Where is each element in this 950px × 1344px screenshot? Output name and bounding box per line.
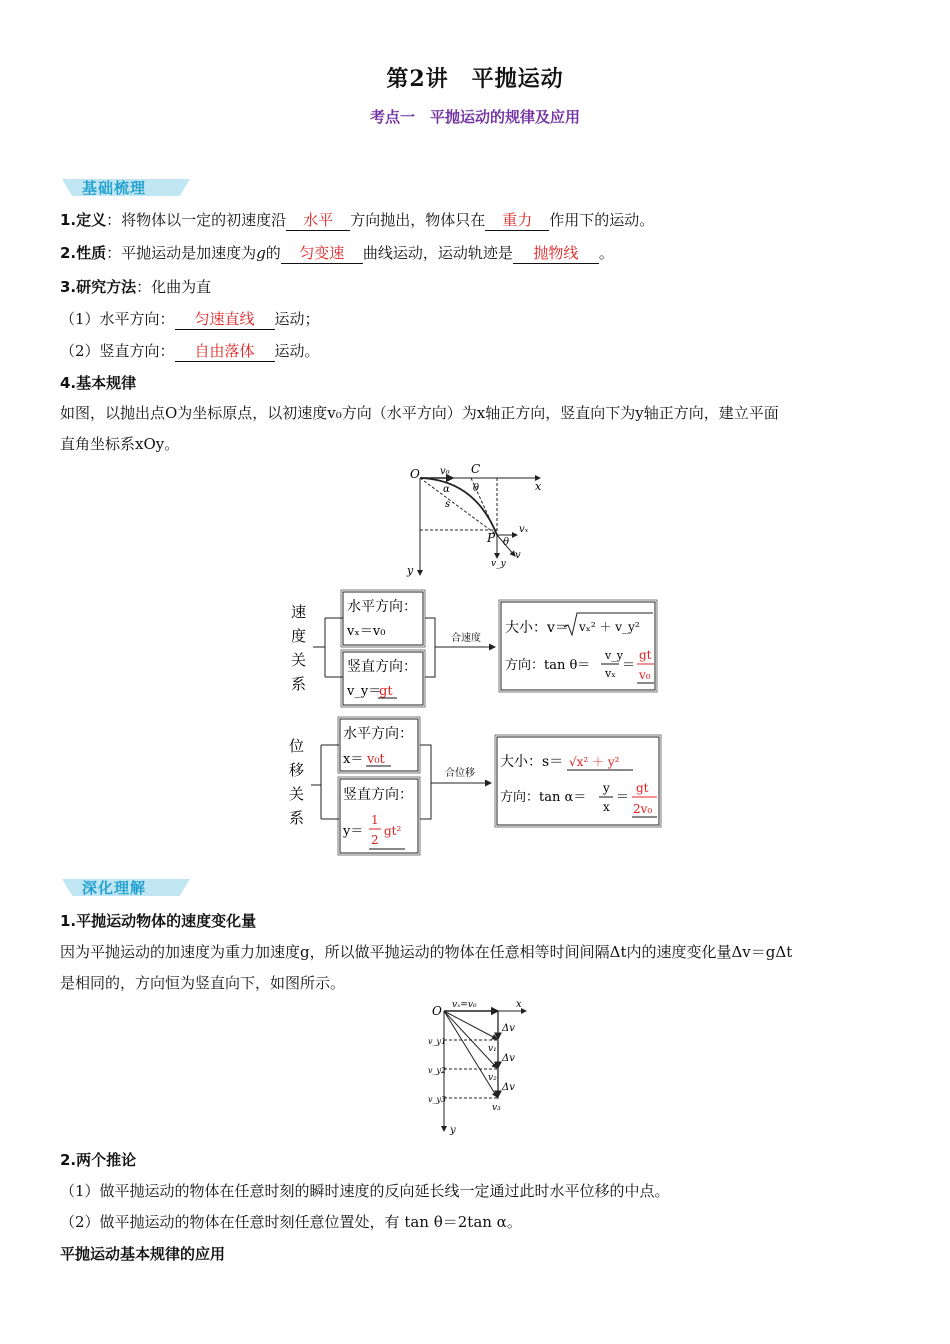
svg-text:y: y [603,781,610,795]
velocity-change-figure [420,997,535,1137]
method-line: 3.研究方法：化曲为直 [60,278,212,296]
basic-rule-heading: 4.基本规律 [60,374,137,392]
blank-gravity: 重力 [485,210,549,231]
svg-text:系: 系 [291,675,307,693]
blank-parabola: 抛物线 [513,243,599,264]
svg-text:关: 关 [289,785,305,803]
section-tag-basics-label: 基础梳理 [82,178,147,197]
vertical-method-line: （2）竖直方向： 自由落体 运动。 [60,342,320,360]
svg-text:竖直方向：: 竖直方向： [347,659,417,675]
fig2-v3: v₃ [492,1103,501,1113]
fig1-s: s [445,499,451,510]
blank-horizontal: 水平 [286,210,350,231]
fig2-vy3: v_y3 [428,1095,447,1104]
fig1-vy: v_y [491,559,506,569]
blank-uniform-linear: 匀速直线 [175,309,275,330]
section-tag-basics [62,176,192,198]
fig1-vx: vₓ [519,524,529,535]
svg-text:度: 度 [291,627,307,645]
fig2-dv2: Δv [502,1053,515,1064]
section-tag-deepen-label: 深化理解 [82,878,147,897]
displacement-relation-diagram [285,713,665,861]
svg-text:v₀t: v₀t [367,752,385,767]
svg-text:系: 系 [289,809,305,827]
svg-text:vₓ: vₓ [605,667,616,680]
page-title: 第2讲 平抛运动 [386,66,564,92]
svg-text:移: 移 [289,761,305,779]
blank-free-fall: 自由落体 [175,341,275,362]
fig1-P: P [487,531,496,545]
fig2-vy2: v_y2 [428,1066,447,1075]
svg-text:＝: ＝ [616,790,630,805]
svg-text:y＝: y＝ [343,824,364,839]
svg-text:2v₀: 2v₀ [633,802,653,816]
svg-text:x: x [603,800,610,814]
fig1-x: x [535,480,542,493]
fig1-alpha: α [443,484,450,495]
svg-text:gt: gt [636,781,649,795]
svg-text:2: 2 [371,833,379,847]
fig1-v: v [515,550,521,561]
svg-text:√x² ＋ y²: √x² ＋ y² [569,755,620,769]
fig1-C: C [471,462,481,476]
fig1-O: O [410,467,420,481]
svg-text:＝: ＝ [622,658,636,673]
svg-text:合位移: 合位移 [445,768,475,779]
velocity-change-heading: 1.平抛运动物体的速度变化量 [60,912,257,930]
section-tag-deepen [62,876,192,898]
fig1-v0: v₀ [440,466,450,477]
horizontal-method-line: （1）水平方向： 匀速直线 运动； [60,310,320,328]
svg-text:速: 速 [291,603,307,621]
svg-text:v₀: v₀ [639,668,651,682]
svg-text:大小：s＝: 大小：s＝ [500,754,564,770]
page-subtitle: 考点一 平抛运动的规律及应用 [369,108,580,126]
fig2-O: O [432,1004,442,1018]
svg-text:x＝: x＝ [343,752,364,767]
corollary-1: （1）做平抛运动的物体在任意时刻的瞬时速度的反向延长线一定通过此时水平位移的中点。 [60,1182,670,1200]
nature-line: 2.性质：平抛运动是加速度为g的 匀变速 曲线运动，运动轨迹是 抛物线 。 [60,244,614,262]
svg-text:gt: gt [379,684,393,699]
fig1-y: y [407,564,414,577]
application-heading: 平抛运动基本规律的应用 [60,1245,226,1263]
fig2-v2: v₂ [488,1073,497,1083]
svg-text:gt²: gt² [384,824,402,838]
svg-text:位: 位 [289,737,305,755]
fig1-theta: θ [473,483,480,494]
fig1-theta2: θ [503,537,510,548]
svg-text:大小：v＝: 大小：v＝ [505,620,569,636]
corollary-2: （2）做平抛运动的物体在任意时刻任意位置处，有 tan θ＝2tan α。 [60,1213,522,1231]
blank-uniform-accel: 匀变速 [281,243,363,264]
velocity-change-paragraph: 因为平抛运动的加速度为重力加速度g，所以做平抛运动的物体在任意相等时间间隔Δt内的速度变化量Δv＝gΔt 是相同的，方向恒为竖直向下，如图所示。 [60,943,793,992]
svg-text:水平方向：: 水平方向： [343,726,413,742]
svg-text:竖直方向：: 竖直方向： [343,787,413,803]
fig2-y: y [450,1125,456,1136]
svg-text:v_y＝: v_y＝ [347,684,382,699]
svg-text:v_y: v_y [605,649,623,662]
svg-text:vₓ＝v₀: vₓ＝v₀ [347,624,386,639]
fig2-vx: vₓ=v₀ [452,1000,477,1010]
svg-text:vₓ² ＋ v_y²: vₓ² ＋ v_y² [579,620,640,634]
svg-text:gt: gt [639,648,652,662]
svg-text:1: 1 [371,813,379,827]
svg-text:水平方向：: 水平方向： [347,599,417,615]
projectile-coordinate-figure [395,460,555,580]
svg-text:方向：tan θ＝: 方向：tan θ＝ [505,658,591,673]
rule-paragraph: 如图，以抛出点O为坐标原点，以初速度v₀方向（水平方向）为x轴正方向，竖直向下为y轴正方向，建立平面 直角坐标系xOy。 [60,404,779,453]
definition-line: 1.定义：将物体以一定的初速度沿 水平 方向抛出，物体只在 重力 作用下的运动。 [60,211,655,229]
fig2-x: x [516,999,522,1010]
svg-text:方向：tan α＝: 方向：tan α＝ [500,790,587,805]
fig2-dv3: Δv [502,1082,515,1093]
svg-text:关: 关 [291,651,307,669]
fig2-dv1: Δv [502,1023,515,1034]
two-corollaries-heading: 2.两个推论 [60,1151,137,1169]
velocity-relation-diagram [285,585,665,710]
fig2-v1: v₁ [488,1044,497,1054]
svg-text:合速度: 合速度 [451,633,481,644]
fig2-vy1: v_y1 [428,1037,447,1046]
